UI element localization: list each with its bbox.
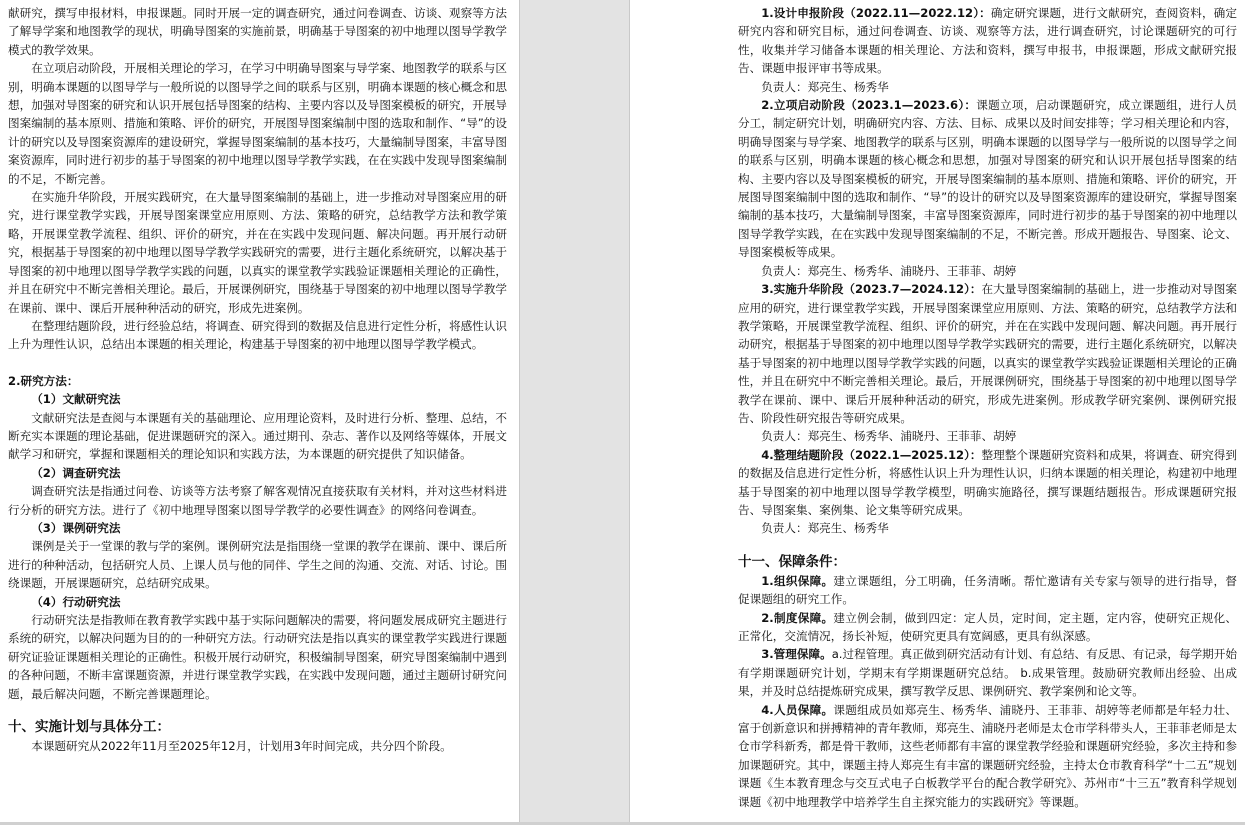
method-text: 文献研究法是查阅与本课题有关的基础理论、应用理论资料，及时进行分析、整理、总结，不断充实本课题的理论基础，促进课题研究的深入。通过期刊、杂志、著作以及网络等媒体，开展文献学习和研究，掌握和课题相关的理论知识和实践方法，为本课题的研究提供了知识储备。 bbox=[8, 410, 507, 462]
stage-paragraph bbox=[738, 96, 1237, 262]
stage-text: 在大量导图案编制的基础上，进一步推动对导图案应用的研究，进行课堂教学实践，开展导图案课堂应用原则、方法、策略的研究，总结教学方法和教学策略，开展课堂教学流程、组织、评价的研究，并在在实践中发现问题、解决问题。再开展行动研究，根据基于导图案的初中地理以图导学教学实践研究的需要，进行主题化系统研究，以解决基于导图案的初中地理以图导学教学实践的问题，以真实的课堂教学实践验证课题相关理论的正确性，并且在研究中不断完善相关理论。最后，开展课例研究，围绕基于导图案的初中地理以图导学教学在课前、课中、课后开展种种活动的研究，形成先进案例。形成教学研究案例、课例研究报告、阶段性研究报告等研究成果。 bbox=[738, 282, 1237, 425]
stage-text: 确定研究课题，进行文献研究，查阅资料，确定研究内容和研究目标，通过问卷调查、访谈、观察等方法，进行调查研究，讨论课题研究的可行性，收集并学习储备本课题的相关理论、方法和资料，撰写申报书，申报课题，形成文献研究报告、课题申报评审书等成果。 bbox=[738, 6, 1237, 76]
guarantee-title: 3.管理保障。 bbox=[761, 647, 832, 662]
page-edge-divider bbox=[519, 0, 520, 825]
stage-paragraph bbox=[738, 446, 1237, 520]
stage-paragraph bbox=[738, 280, 1237, 427]
stage-title: 3.实施升华阶段（2023.7—2024.12）： bbox=[761, 282, 982, 297]
method-text: 行动研究法是指教师在教育教学实践中基于实际问题解决的需要，将问题发展成研究主题进行系统的研究，以解决问题为目的的一种研究方法。行动研究法是指以真实的课堂教学实践进行课题研究证验证课题相关理论的正确性。积极开展行动研究，积极编制导图案，研究导图案编制中遇到的各种问题，不断丰富课题资源，并进行课堂教学实践，在实践中发现问题，通过主题研讨研究问题，最后解决问题，不断完善课题理论。 bbox=[8, 613, 507, 701]
section-eleven-heading: 十一、保障条件： bbox=[738, 553, 846, 570]
guarantee-paragraph bbox=[738, 701, 1237, 811]
method-title: （1）文献研究法 bbox=[31, 392, 121, 407]
guarantee-title: 2.制度保障。 bbox=[761, 610, 834, 625]
stage-title: 4.整理结题阶段（2022.1—2025.12）： bbox=[761, 447, 982, 462]
stage-text: 整理整个课题研究资料和成果，将调查、研究得到的数据及信息进行定性分析，将感性认识上升为理性认识，归纳本课题的相关理论，构建初中地理基于导图案的初中地理以图导学教学模型，明确实施路径，撰写课题结题报告。形成课题研究报告、导图案集、案例集、论文集等研究成果。 bbox=[738, 447, 1237, 517]
stage-title: 2.立项启动阶段（2023.1—2023.6）： bbox=[761, 98, 977, 113]
method-text: 调查研究法是指通过问卷、访谈等方法考察了解客观情况直接获取有关材料，并对这些材料进行分析的研究方法。进行了《初中地理导图案以图导学教学的必要性调查》的网络问卷调查。 bbox=[8, 484, 507, 517]
methods-heading: 2.研究方法： bbox=[8, 373, 79, 388]
paragraph: 献研究，撰写申报材料，申报课题。同时开展一定的调查研究，通过问卷调查、访谈、观察等方法了解导学案和地图教学的现状，明确导图案的实施前景，明确基于导图案的初中地理以图导学教学模式的教学效果。 bbox=[8, 6, 507, 57]
method-title: （4）行动研究法 bbox=[31, 594, 121, 609]
method-title: （2）调查研究法 bbox=[31, 465, 121, 480]
guarantee-text: 课题组成员如郑亮生、杨秀华、浦晓丹、王菲菲、胡婷等老师都是年轻力壮、富于创新意识和拼搏精神的青年教师，郑亮生、浦晓丹老师是太仓市学科带头人，王菲菲老师是太仓市学科新秀，都是骨干教师，这些老师都有丰富的课堂教学经验和课题研究经验，多次主持和参加课题研究。其中，课题主持人郑亮生有丰富的课题研究经验，主持太仓市教育科学“十二五”规划课题《生本教育理念与交互式电子白板教学平台的配合教学研究》、苏州市“十三五”教育科学规划课题《初中地理教学中培养学生自主探究能力的实践研究》等课题。 bbox=[738, 702, 1237, 809]
paragraph: 在立项启动阶段，开展相关理论的学习，在学习中明确导图案与导学案、地图教学的联系与区别，明确本课题的以图导学与一般所说的以图导学之间的联系与区别，明确本课题的核心概念和思想，加强对导图案的研究和认识开展包括导图案的结构、主要内容以及导图案模板的研究，开展导图案编制的基本原则、措施和策略、评价的研究，开展图导图案编制中图的选取和制作、“导”的设计的研究以及导图案资源库的建设研究，掌握导图案编制的基本技巧，大量编制导图案，丰富导图案资源库，同时进行初步的基于导图案的初中地理以图导学教学实践，在在实践中发现导图案编制的不足，不断完善。 bbox=[8, 61, 507, 186]
stage-responsible: 负责人：郑亮生、杨秀华 bbox=[761, 79, 889, 94]
paragraph: 在整理结题阶段，进行经验总结，将调查、研究得到的数据及信息进行定性分析，将感性认识上升为理性认识，总结出本课题的相关理论，构建基于导图案的初中地理以图导学教学模式。 bbox=[8, 318, 507, 352]
guarantee-paragraph bbox=[738, 609, 1237, 646]
paragraph: 在实施升华阶段，开展实践研究，在大量导图案编制的基础上，进一步推动对导图案应用的研究，进行课堂教学实践，开展导图案课堂应用原则、方法、策略的研究，总结教学方法和教学策略，开展课堂教学流程、组织、评价的研究，并在在实践中发现问题、解决问题。再开展行动研究，根据基于导图案的初中地理以图导学教学实践研究的需要，进行主题化系统研究，以解决基于导图案的初中地理以图导学教学实践的问题，以真实的课堂教学实践验证课题相关理论的正确性，并且在研究中不断完善相关理论。最后，开展课例研究，围绕基于导图案的初中地理以图导学教学在课前、课中、课后开展种种活动的研究，形成先进案例。 bbox=[8, 190, 507, 315]
method-title: （3）课例研究法 bbox=[31, 520, 121, 535]
guarantee-text: 建立例会制，做到四定：定人员，定时间，定主题，定内容，使研究正规化、正常化，交流情况，扬长补短，使研究更具有宽阔感，更具有纵深感。 bbox=[738, 610, 1237, 643]
document-page-right bbox=[630, 0, 1245, 825]
guarantee-title: 4.人员保障。 bbox=[761, 702, 834, 717]
document-page-left bbox=[0, 0, 519, 825]
stage-responsible: 负责人：郑亮生、杨秀华 bbox=[761, 521, 889, 536]
guarantee-text: 建立课题组，分工明确，任务清晰。帮忙邀请有关专家与领导的进行指导，督促课题组的研究工作。 bbox=[738, 573, 1237, 607]
stage-text: 课题立项，启动课题研究，成立课题组，进行人员分工，制定研究计划，明确研究内容、方法、目标、成果以及时间安排等；学习相关理论和内容，明确导图案与导学案、地图教学的联系与区别，明确本课题的以图导学与一般所说的以图导学之间的联系与区别，明确本课题的核心概念和思想，加强对导图案的研究和认识开展包括导图案的结构、主要内容以及导图案模板的研究，开展导图案编制的基本原则、措施和策略、评价的研究，开展图导图案编制中图的选取和制作、“导”的设计的研究以及导图案资源库的建设研究，掌握导图案编制的基本技巧，大量编制导图案，丰富导图案资源库，同时进行初步的基于导图案的初中地理以图导学教学实践，在在实践中发现导图案编制的不足，不断完善。形成开题报告、导图案、论文、导图案模板等成果。 bbox=[738, 98, 1237, 260]
guarantee-title: 1.组织保障。 bbox=[761, 573, 834, 588]
guarantee-paragraph bbox=[738, 572, 1237, 609]
page-gutter bbox=[519, 0, 630, 825]
stage-paragraph bbox=[738, 4, 1237, 78]
guarantee-paragraph bbox=[738, 645, 1237, 700]
section-ten-partial-text: 本课题研究从2022年11月至2025年12月，计划用3年时间完成，共分四个阶段。 bbox=[31, 739, 452, 754]
guarantee-text: a.过程管理。真正做到研究活动有计划、有总结、有反思、有记录，每学期开始有学期课题研究计划，学期末有学期课题研究总结。 b.成果管理。鼓励研究教师出经验、出成果，并及时总结提炼研究成果，撰写教学反思、课例研究、教学案例和论文等。 bbox=[738, 647, 1237, 699]
stage-responsible: 负责人：郑亮生、杨秀华、浦晓丹、王菲菲、胡婷 bbox=[761, 263, 1017, 278]
stage-responsible: 负责人：郑亮生、杨秀华、浦晓丹、王菲菲、胡婷 bbox=[761, 429, 1017, 444]
section-ten-heading: 十、实施计划与具体分工： bbox=[8, 719, 170, 736]
method-text: 课例是关于一堂课的教与学的案例。课例研究法是指围绕一堂课的教学在课前、课中、课后所进行的种种活动，包括研究人员、上课人员与他的同伴、学生之间的沟通、交流、对话、讨论。围绕课题，开展课题研究，总结研究成果。 bbox=[8, 539, 507, 591]
stage-title: 1.设计申报阶段（2022.11—2022.12）： bbox=[761, 6, 991, 20]
